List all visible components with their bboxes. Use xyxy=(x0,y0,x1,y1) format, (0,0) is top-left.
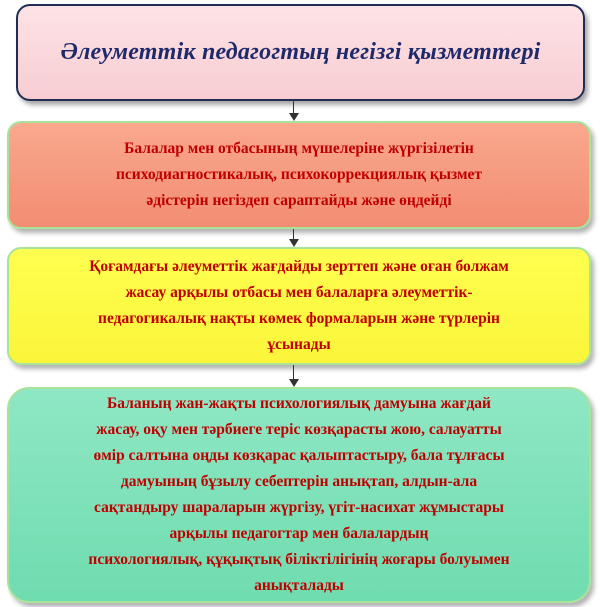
block-3-line-6: арқылы педагогтар мен балалардың xyxy=(169,525,429,542)
block-2-line-4: ұсынады xyxy=(267,336,331,353)
block-2-line-3: педагогикалық нақты көмек формаларын және түрлерін xyxy=(98,310,500,327)
block-3-line-7: психологиялық, құқықтық біліктілігінің жоғары болуымен xyxy=(88,551,510,568)
block-2-line-2: жасау арқылы отбасы мен балаларға әлеуметтік- xyxy=(125,284,473,301)
block-1-line-1: Балалар мен отбасының мүшелеріне жүргізілетін xyxy=(124,140,474,157)
function-block-3 xyxy=(7,387,591,603)
arrow-down-icon xyxy=(289,101,299,121)
block-3-line-4: дамуының бұзылу себептерін анықтап, алдын-ала xyxy=(120,473,478,490)
block-3-line-5: сақтандыру шараларын жүргізу, үгіт-насихат жұмыстары xyxy=(94,499,504,516)
arrow-down-icon xyxy=(289,229,299,247)
function-block-1 xyxy=(7,121,591,229)
arrow-down-icon xyxy=(289,365,299,387)
block-3-line-8: анықталады xyxy=(254,577,344,594)
block-1-line-2: психодиагностикалық, психокоррекциялық қызмет xyxy=(115,166,483,183)
diagram-title-box xyxy=(16,4,585,101)
diagram-title: Әлеуметтік педагогтың негізгі қызметтері xyxy=(60,39,541,65)
function-block-2 xyxy=(7,247,591,365)
block-2-line-1: Қоғамдағы әлеуметтік жағдайды зерттеп және оған болжам xyxy=(89,258,509,275)
block-3-line-2: жасау, оқу мен тәрбиеге теріс көзқарасты жою, салауатты xyxy=(96,421,502,438)
block-3-line-3: өмір салтына оңды көзқарас қалыптастыру, бала тұлғасы xyxy=(93,447,505,464)
block-1-line-3: әдістерін негіздеп сараптайды және өңдейді xyxy=(146,192,452,209)
block-3-line-1: Баланың жан-жақты психологиялық дамуына жағдай xyxy=(107,395,491,412)
